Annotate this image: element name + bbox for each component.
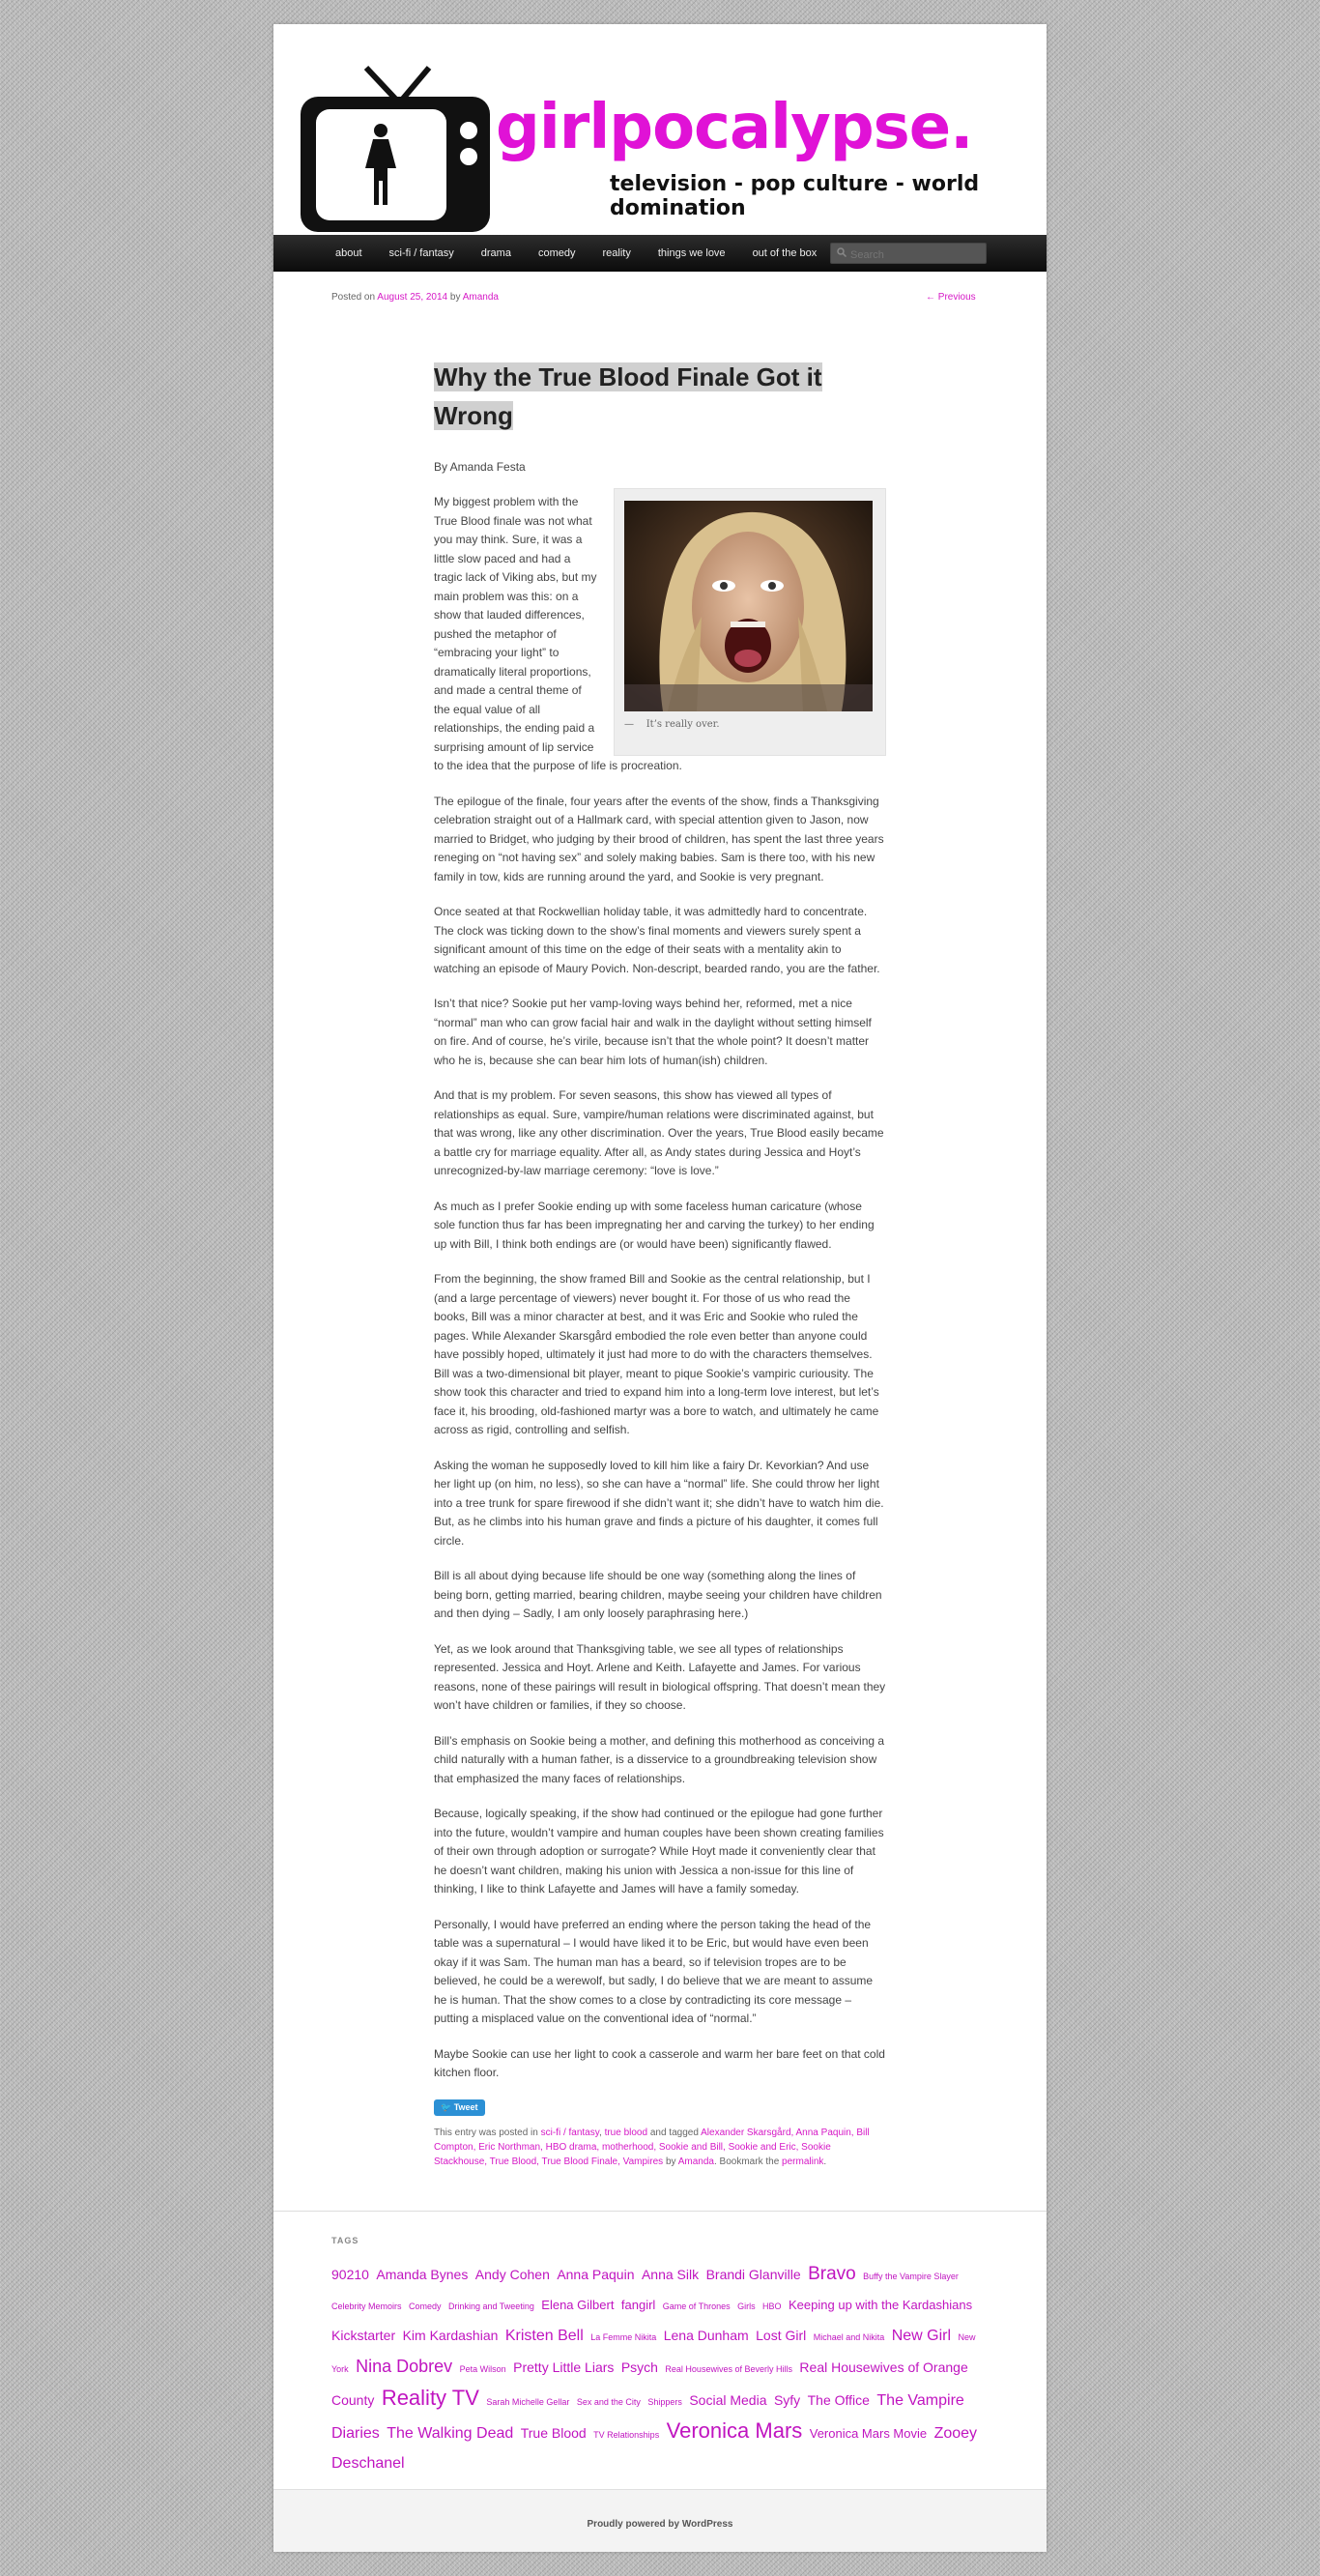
tag-link[interactable]: Veronica Mars Movie [809, 2426, 928, 2441]
nav-item-reality[interactable]: reality [602, 247, 631, 259]
paragraph-text: to the idea that the purpose of life is procreation. [434, 759, 682, 772]
post-tags-links[interactable]: Alexander Skarsgård, Anna Paquin, Bill Compton, Eric Northman, HBO drama, motherhood, Sookie and Bill, Sookie and Eric, Sookie Stackhouse, True Blood, True Blood Finale, Vampires [434, 2127, 870, 2167]
entry-meta [331, 292, 499, 303]
nav-item-things-we-love[interactable]: things we love [657, 247, 726, 259]
tag-link[interactable]: Lena Dunham [663, 2328, 749, 2343]
post-paragraph: Because, logically speaking, if the show had continued or the epilogue had gone further into the future, wouldn’t vampire and human couples have been shown creating families of their own through adoption or surrogate? While Hoyt made it conveniently clear that he doesn’t want children, making his union with Jessica a non-issue for this line of thinking, I like to think Lafayette and James will have a family someday. [434, 1807, 884, 1896]
nav-item-out-of-the-box[interactable]: out of the box [752, 247, 818, 259]
previous-post-link[interactable]: ← Previous [926, 292, 976, 303]
nav-item-about[interactable]: about [335, 247, 362, 259]
tweet-button[interactable]: 🐦 Tweet [434, 2099, 485, 2116]
tag-link[interactable]: Pretty Little Liars [513, 2359, 615, 2375]
tag-link[interactable]: Sarah Michelle Gellar [486, 2397, 570, 2407]
tag-link[interactable]: Girls [737, 2301, 756, 2311]
site-header [273, 24, 1047, 235]
featured-image[interactable] [624, 501, 873, 711]
caption-text: — It’s really over. [624, 719, 720, 730]
tag-link[interactable]: Social Media [689, 2392, 767, 2408]
site-tagline: television - pop culture - world domination [610, 172, 980, 220]
tag-link[interactable]: La Femme Nikita [590, 2332, 657, 2342]
post-paragraph: Yet, as we look around that Thanksgiving table, we see all types of relationships represented. Jessica and Hoyt. Arlene and Keith. Lafayette and James. For various reasons, none of these pairings will result in biological offspring. That doesn’t mean they won’t have children or families, if they so choose. [434, 1641, 886, 1712]
post-paragraph: Bill is all about dying because life should be one way (something along the lines of being born, getting married, bearing children, maybe seeing your children have children and then dying – Sadly, I am only loosely paraphrasing here.) [434, 1569, 882, 1620]
post-title-wrap [434, 358, 886, 435]
nav-item-sci-fi-fantasy[interactable]: sci-fi / fantasy [388, 247, 454, 259]
page-container [273, 24, 1047, 2552]
content-divider [273, 2211, 1047, 2212]
posted-on-label: Posted on [331, 292, 376, 303]
tag-link[interactable]: Comedy [408, 2301, 442, 2311]
post-paragraph: Bill’s emphasis on Sookie being a mother, and defining this motherhood as conceiving a child naturally with a human father, is a disservice to a groundbreaking television show that emphasized the many faces of relationships. [434, 1733, 885, 1785]
tag-link[interactable]: Lost Girl [756, 2328, 807, 2343]
tag-link[interactable]: New York [331, 2332, 976, 2374]
footer-author-link[interactable]: Amanda [677, 2156, 714, 2167]
tag-link[interactable]: TV Relationships [593, 2430, 660, 2440]
caption-label: It’s really over. [646, 719, 720, 730]
tag-link[interactable]: Zooey Deschanel [331, 2425, 978, 2472]
tag-link[interactable]: Peta Wilson [459, 2364, 506, 2374]
nav-item-drama[interactable]: drama [480, 247, 511, 259]
bookmark-label: . Bookmark the [714, 2156, 780, 2167]
tags-widget [331, 2236, 989, 2478]
post-paragraph: Personally, I would have preferred an ending where the person taking the head of the table was a supernatural – I would have liked it to be Eric, but would have even been okay if it was Sam. The human man has a beard, so if television tropes are to be believed, he could be a werewolf, but sadly, I do believe that we are meant to assume he is human. That the show comes to a close by contradicting its core message – putting a misplaced value on the conventional idea of “normal.” [434, 1917, 874, 2025]
tag-link[interactable]: Game of Thrones [662, 2301, 731, 2311]
footer-by-label: by [665, 2156, 676, 2167]
tag-link[interactable]: Shippers [647, 2397, 682, 2407]
entry-footer: This entry was posted in sci-fi / fantasy, true blood and tagged Alexander Skarsgård, Anna Paquin, Bill Compton, Eric Northman, HBO drama, motherhood, Sookie and Bill, Sookie and Eric, Sookie Stackhouse, True Blood, True Blood Finale, Vampires by Amanda. Bookmark the permalink. [434, 2127, 870, 2167]
post-article [434, 358, 886, 2169]
tag-link[interactable]: Bravo [808, 2264, 856, 2284]
tag-link[interactable]: Real Housewives of Orange County [331, 2359, 968, 2408]
tag-link[interactable]: 90210 [331, 2267, 369, 2282]
tag-link[interactable]: Elena Gilbert [541, 2298, 615, 2312]
tag-link[interactable]: Keeping up with the Kardashians [789, 2298, 973, 2312]
post-paragraph: And that is my problem. For seven seasons, this show has viewed all types of relationships as equal. Sure, vampire/human relations were discriminated against, but that was wrong, like any other discrimination. Over the years, True Blood easily became a battle cry for marriage equality. After all, as Andy states during Jessica and Hoyt’s unrecognized-by-law marriage ceremony: “love is love.” [434, 1088, 884, 1177]
site-footer [273, 2489, 1047, 2552]
posted-in-label: This entry was posted in [434, 2127, 538, 2138]
tag-link[interactable]: Sex and the City [576, 2397, 641, 2407]
tag-link[interactable]: Syfy [773, 2392, 801, 2408]
tag-link[interactable]: Real Housewives of Beverly Hills [665, 2364, 792, 2374]
post-byline: By Amanda Festa [434, 460, 526, 474]
tag-link[interactable]: Amanda Bynes [376, 2267, 469, 2282]
post-date-link[interactable]: August 25, 2014 [377, 292, 448, 303]
author-link[interactable]: Amanda [462, 292, 499, 303]
category-link[interactable]: sci-fi / fantasy [540, 2127, 599, 2138]
tag-link[interactable]: HBO [762, 2301, 782, 2311]
tag-link[interactable]: The Office [807, 2392, 870, 2408]
tag-link[interactable]: Kickstarter [331, 2328, 396, 2343]
tag-link[interactable]: Anna Silk [641, 2267, 700, 2282]
and-tagged-label: and tagged [649, 2127, 699, 2138]
post-paragraph: As much as I prefer Sookie ending up with some faceless human caricature (whose sole function thus far has been impregnating her and carving the turkey) to her ending up with Bill, I think both endings are (or would have been) significantly flawed. [434, 1199, 875, 1251]
tag-link[interactable]: Brandi Glanville [705, 2267, 801, 2282]
footer-end: . [823, 2156, 827, 2167]
tag-link[interactable]: The Walking Dead [387, 2425, 514, 2442]
by-label: by [449, 292, 461, 303]
post-title: Why the True Blood Finale Got it Wrong [434, 362, 822, 430]
search-icon [837, 247, 847, 257]
tag-link[interactable]: Anna Paquin [557, 2267, 635, 2282]
post-paragraph: Maybe Sookie can use her light to cook a casserole and warm her bare feet on that cold kitchen floor. [434, 2046, 885, 2079]
search-input[interactable] [830, 243, 987, 264]
post-paragraph: Once seated at that Rockwellian holiday table, it was admittedly hard to concentrate. The clock was ticking down to the show’s final moments and viewers surely spent a significant amount of this time on the edge of their seats with a mentality akin to watching an episode of Maury Povich. Non-descript, bearded rando, you are the father. [434, 905, 880, 975]
tv-logo-icon[interactable] [299, 39, 492, 232]
tag-link[interactable]: Kristen Bell [504, 2328, 584, 2344]
tag-link[interactable]: Celebrity Memoirs [331, 2301, 402, 2311]
nav-item-comedy[interactable]: comedy [537, 247, 576, 259]
post-paragraph: Isn’t that nice? Sookie put her vamp-loving ways behind her, reformed, met a nice “normal” man who can grow facial hair and walk in the daylight without setting himself on fire. And of course, he’s virile, because isn’t that the whole point? It doesn’t matter who he is, because she can bear him lots of human(ish) children. [434, 997, 872, 1067]
powered-by-link[interactable]: Proudly powered by WordPress [587, 2519, 733, 2530]
tag-cloud [331, 2260, 989, 2478]
tag-link[interactable]: Andy Cohen [474, 2267, 550, 2282]
site-title[interactable]: girlpocalypse. [496, 92, 973, 163]
tag-link[interactable]: True Blood [520, 2425, 587, 2441]
tag-link[interactable]: Reality TV [381, 2386, 479, 2410]
tag-link[interactable]: Drinking and Tweeting [447, 2301, 534, 2311]
image-caption-box [614, 488, 886, 756]
permalink-link[interactable]: permalink [782, 2156, 824, 2167]
tag-link[interactable]: Psych [620, 2359, 658, 2375]
tags-widget-title: TAGS [331, 2236, 359, 2245]
tag-link[interactable]: Kim Kardashian [402, 2328, 499, 2343]
post-paragraph: Asking the woman he supposedly loved to kill him like a fairy Dr. Kevorkian? And use her light up (on him, no less), so she can have a “normal” life. She could throw her light into a tree trunk for spare firewood if she didn’t want it; she didn’t have to watch him die. But, as he climbs into his human grave and finds a picture of his daughter, it comes full circle. [434, 1458, 884, 1548]
main-navigation [273, 235, 1047, 272]
tag-link[interactable]: The Vampire Diaries [331, 2392, 964, 2442]
post-paragraph: The epilogue of the finale, four years after the events of the show, finds a Thanksgiving celebration straight out of a Hallmark card, with special attention given to Jason, now married to Bridget, who judging by their brood of children, has spent the last three years reneging on “not having sex” and solely making babies. Sam is there too, with his new family in tow, kids are running around the yard, and Sookie is very pregnant. [434, 794, 884, 883]
tweet-label: Tweet [453, 2101, 478, 2112]
post-paragraph: From the beginning, the show framed Bill and Sookie as the central relationship, but I (and a large percentage of viewers) never bought it. For those of us who read the books, Bill was a minor character at best, and it was Eric and Sookie who ruled the pages. While Alexander Skarsgård embodied the role even better than anyone could have possibly hoped, ultimately it just had more to do with the characters themselves. Bill was a two-dimensional bit player, meant to pique Sookie’s vampiric curiousity. The show took this character and tried to expand him into a long-term love interest, but let’s face it, his brooding, old-fashioned martyr was a bore to watch, and ultimately he came across as rigid, controlling and selfish. [434, 1272, 879, 1436]
tag-link[interactable]: Buffy the Vampire Slayer [863, 2272, 959, 2281]
tag-link[interactable]: Michael and Nikita [813, 2332, 885, 2342]
tag-link[interactable]: Veronica Mars [666, 2418, 803, 2443]
tag-link[interactable]: Nina Dobrev [356, 2357, 453, 2376]
paragraph-text: My biggest problem with the True Blood finale was not what you may think. Sure, it was a little slow paced and had a tragic lack of Viking abs, but my main problem was this: on a show that lauded differences, pushed the metaphor of “embracing your light” to dramatically literal proportions, and made a central theme of the equal value of all relationships, the ending paid a surprising amount of lip service [434, 495, 597, 754]
tag-link[interactable]: fangirl [620, 2298, 656, 2312]
tag-link[interactable]: New Girl [891, 2328, 952, 2344]
category-link[interactable]: true blood [604, 2127, 648, 2138]
